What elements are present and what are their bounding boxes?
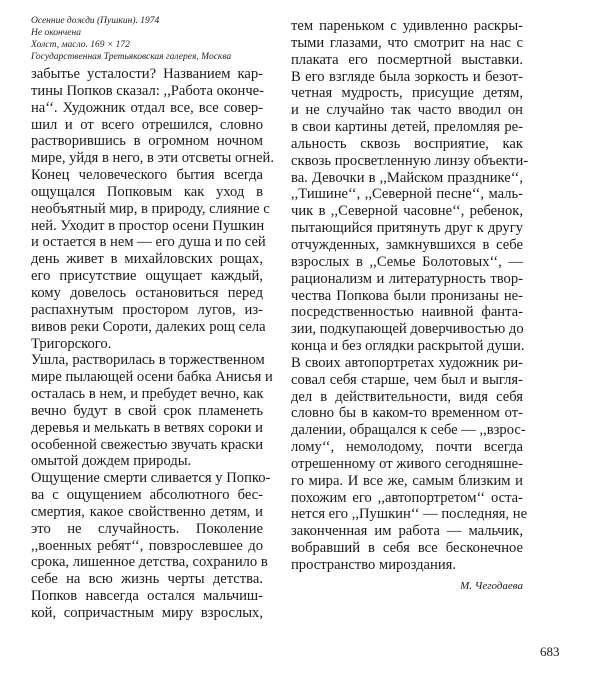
text-line: В его взгляде была зоркость и безот- [291,68,523,85]
text-line: го мира. И все же, самым близким и [291,472,523,489]
page-number: 683 [540,644,560,659]
text-line: Ушла, растворилась в торжественном [31,352,265,369]
text-line: сквозь просветленную линзу объекти- [291,152,529,169]
text-line: кому довелось остановиться перед [31,284,263,301]
text-line: вечно будут в свой срок пламенеть [31,402,263,419]
text-line: посредственностью наивной фанта- [291,304,523,321]
text-line: ней. Уходит в простор осени Пушкин [31,217,265,234]
text-line: деревья и мелькать в ветвях сороки и [31,419,263,436]
text-line: Конец человеческого бытия всегда [31,167,263,184]
text-line: нется его ,,Пушкин‘‘ — последняя, не [291,506,528,523]
text-line: альность сквозь восприятие, как [291,135,523,152]
caption-status: Не окончена [31,27,81,38]
text-line: ва. Девочки в ,,Майском празднике‘‘, [291,169,523,186]
text-line: мире пылающей осени бабка Анисья и [31,369,273,386]
text-line: ва с ощущением абсолютного бес- [31,487,263,504]
text-line: Ощущение смерти сливается у Попко- [31,470,271,487]
text-line: и не случайно так часто вводил он [291,102,523,119]
text-line: чик в ,,Северной часовне‘‘, ребенок, [291,203,523,220]
text-line: это не случайность. Поколение [31,520,263,537]
text-line: дел в действительности, видя себя [291,388,523,405]
paragraph [291,18,529,355]
paragraph [31,66,274,352]
text-line: особенной свежестью звучать краски [31,436,263,453]
text-line: мире, уйдя в него, в эти отсветы огней. [31,150,274,167]
text-line: далении, обращался к себе — ,,взрос- [291,422,526,439]
text-line: словно бы в каком-то временном от- [291,405,523,422]
caption-medium: Холст, масло. 169 × 172 [31,40,130,50]
text-line: тыми глазами, что смотрит на нас с [291,34,523,51]
caption-location: Государственная Третьяковская галерея, Москва [31,51,232,62]
text-line: законченная им работа — мальчик, [291,523,523,540]
text-line: В своих автопортретах художник ри- [291,354,523,371]
text-line: рационализм и литературность твор- [291,270,523,287]
text-line: осталась в нем, и пребудет вечно, как [31,386,264,403]
text-line: отрешенному от живого сегодняшне- [291,455,523,472]
right-text-column [291,18,529,574]
text-line: Попков навсегда остался мальчиш- [31,588,263,605]
text-line: ощущался Попковым как уход в [31,183,263,200]
text-line: распахнутым простором лугов, из- [31,301,263,318]
text-line: плаката его посмертной выставки. [291,51,523,68]
text-line: на‘‘. Художник отдал все, все совер- [31,99,263,116]
text-line: шил и от всего отрешился, словно [31,116,263,133]
text-line: кой, сопричастным миру взрослых, [31,605,263,621]
text-line: пространство мироздания. [291,557,456,573]
text-line: зии, подкупающей доверчивостью до [291,321,524,338]
text-line: растворившись в огромном ночном [31,133,263,150]
text-line: необъятный мир, в природу, слияние с [31,200,270,217]
text-line: и остается в нем — его душа и по сей [31,234,266,251]
caption-title: Осенние дожди (Пушкин). 1974 [31,16,160,26]
text-line: срока, лишенное детства, сохранило в [31,554,268,571]
text-line: чества Попкова были пронизаны не- [291,287,523,304]
author-signature: М. Чегодаева [460,580,523,592]
text-line: себе на всю жизнь черты детства. [31,571,263,588]
text-line: конца и без оглядки раскрытой души. [291,338,525,355]
text-line: омытой дождем природы. [31,453,192,470]
text-line: лому‘‘, немолодому, почти всегда [291,439,523,456]
text-line: тем пареньком с удивленно раскры- [291,18,523,34]
text-line: смертия, какое свойственно детям, и [31,503,263,520]
text-line: его присутствие ощущает каждый, [31,268,263,285]
paragraph [291,354,528,574]
illustration-caption [31,16,231,63]
left-text-column [31,66,274,622]
text-line: отчужденных, замкнувшихся в себе [291,236,523,253]
text-line: в свои картины детей, преломляя ре- [291,119,523,136]
text-line: пытающийся притянуть друг к другу [291,220,523,237]
text-line: день живет в михайловских рощах, [31,251,263,268]
text-line: забытье усталости? Названием кар- [31,66,263,82]
text-line: тины Попков сказал: ,,Работа оконче- [31,82,264,99]
text-line: ,,Тишине‘‘, ,,Северной песне‘‘, маль- [291,186,523,203]
text-line: вобравший в себя все бесконечное [291,540,523,557]
text-line: ,,военных ребят‘‘, повзрослевшее до [31,537,263,554]
text-line: совал себя старше, чем был и выгля- [291,371,523,388]
paragraph [31,470,271,622]
text-line: Тригорского. [31,335,112,352]
text-line: взрослых в ,,Семье Болотовых‘‘, — [291,253,523,270]
text-line: похожим его ,,автопортретом‘‘ оста- [291,489,523,506]
text-line: четная мудрость, присущие детям, [291,85,523,102]
paragraph [31,352,273,470]
text-line: вивов реки Сороти, далеких рощ села [31,318,266,335]
